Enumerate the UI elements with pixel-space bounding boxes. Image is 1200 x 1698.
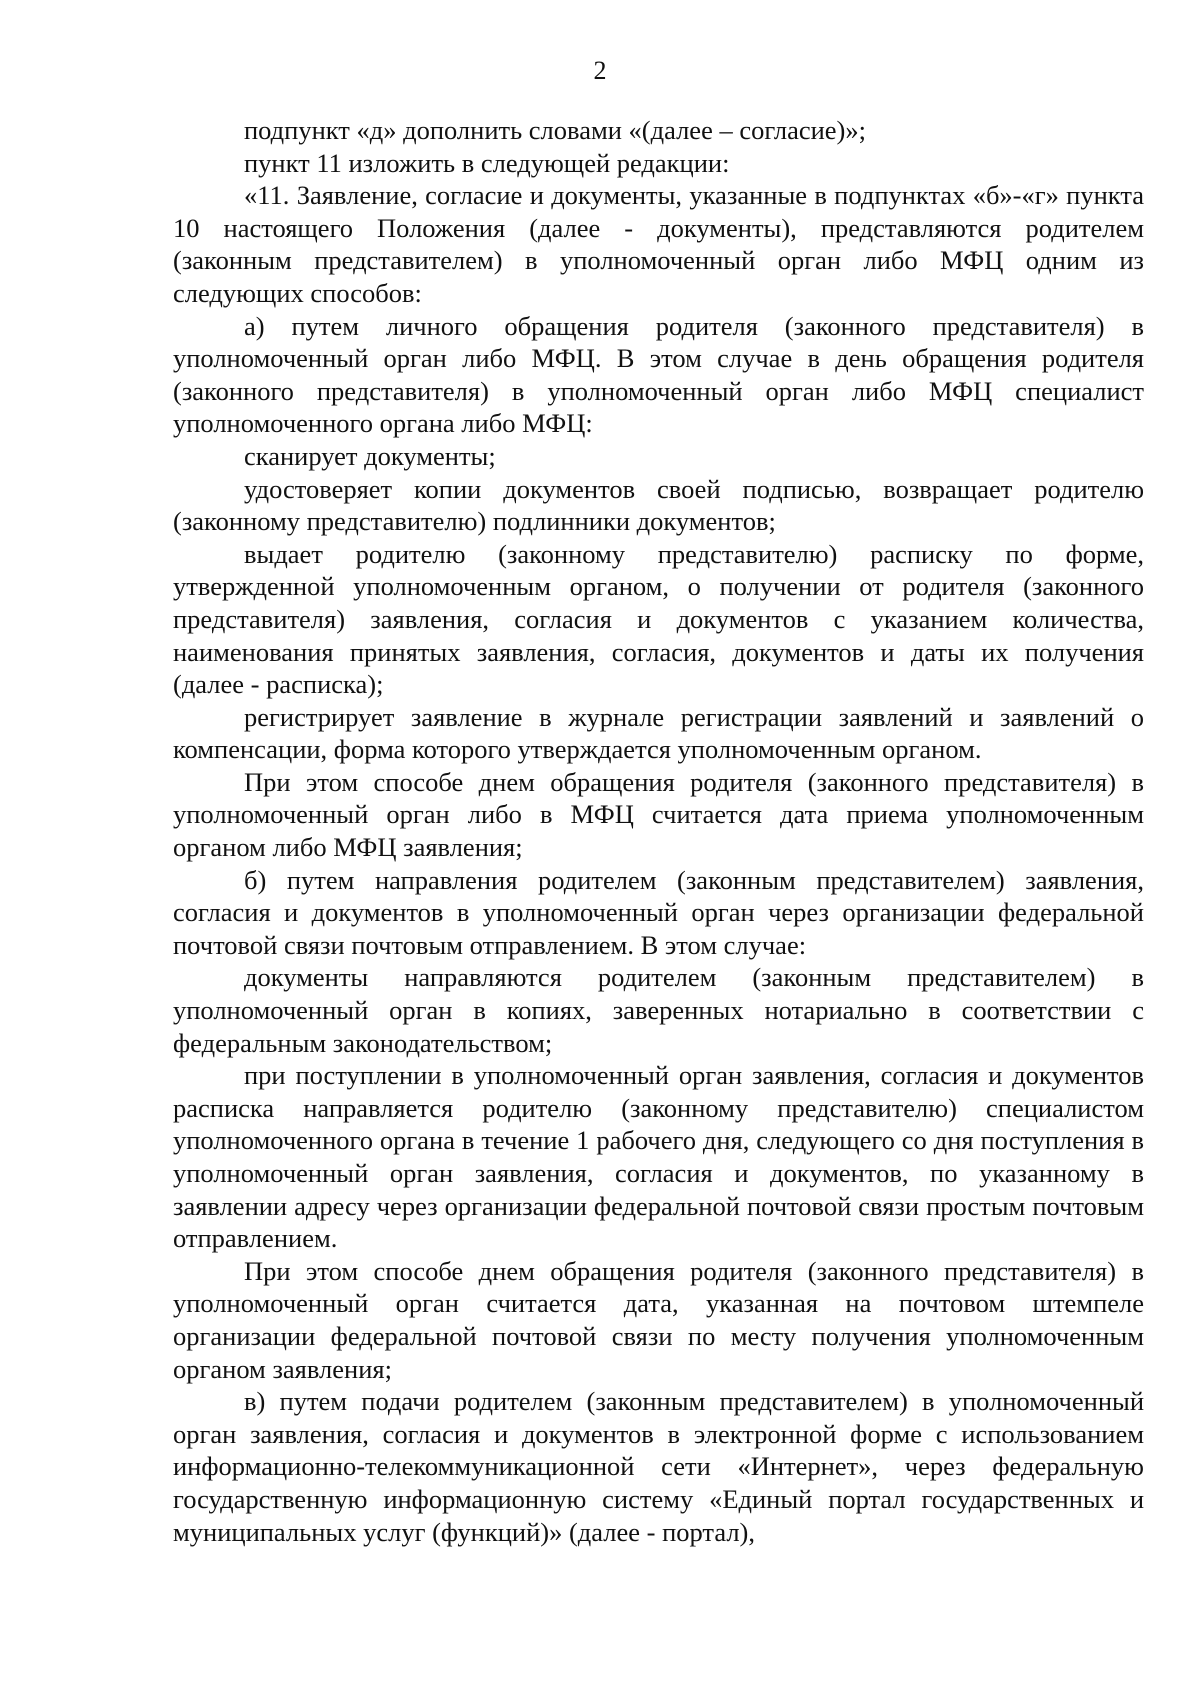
paragraph: подпункт «д» дополнить словами «(далее – согласие)»; — [244, 115, 866, 145]
document-body — [173, 114, 1144, 1548]
paragraph: При этом способе днем обращения родителя (законного представителя) в уполномоченный орган считается дата, указанная на почтовом штемпеле организации федеральной почтовой связи по месту получения уполномоченным органом заявления; — [173, 1255, 1144, 1384]
paragraph: регистрирует заявление в журнале регистрации заявлений и заявлений о компенсации, форма которого утверждается уполномоченным органом. — [173, 701, 1144, 765]
paragraph: б) путем направления родителем (законным представителем) заявления, согласия и документов в уполномоченный орган через организации федеральной почтовой связи почтовым отправлением. В этом случае: — [173, 864, 1144, 960]
paragraph: а) путем личного обращения родителя (законного представителя) в уполномоченный орган либо МФЦ. В этом случае в день обращения родителя (законного представителя) в уполномоченный орган либо МФЦ специалист уполномоченного органа либо МФЦ: — [173, 310, 1144, 439]
paragraph: удостоверяет копии документов своей подписью, возвращает родителю (законному представителю) подлинники документов; — [173, 473, 1144, 537]
paragraph: «11. Заявление, согласие и документы, указанные в подпунктах «б»-«г» пункта 10 настоящего Положения (далее - документы), представляются родителем (законным представителем) в уполномоченный орган либо МФЦ одним из следующих способов: — [173, 180, 1144, 308]
paragraph: выдает родителю (законному представителю) расписку по форме, утвержденной уполномоченным органом, о получении от родителя (законного представителя) заявления, согласия и документов с указанием количества, наименования принятых заявления, согласия, документов и даты их получения (далее - расписка); — [173, 538, 1144, 700]
page-number: 2 — [593, 56, 607, 85]
paragraph: сканирует документы; — [244, 440, 496, 471]
paragraph: документы направляются родителем (законным представителем) в уполномоченный орган в копиях, заверенных нотариально в соответствии с федеральным законодательством; — [173, 962, 1144, 1058]
paragraph: при поступлении в уполномоченный орган заявления, согласия и документов расписка направляется родителю (законному представителю) специалистом уполномоченного органа в течение 1 рабочего дня, следующего со дня поступления в уполномоченный орган заявления, согласия и документов, по указанному в заявлении адресу через организации федеральной почтовой связи простым почтовым отправлением. — [173, 1060, 1144, 1254]
paragraph: При этом способе днем обращения родителя (законного представителя) в уполномоченный орган либо в МФЦ считается дата приема уполномоченным органом либо МФЦ заявления; — [173, 766, 1144, 863]
paragraph: в) путем подачи родителем (законным представителем) в уполномоченный орган заявления, согласия и документов в электронной форме с использованием информационно-телекоммуникационной сети «Интернет», через федеральную государственную информационную систему «Единый портал государственных и муниципальных услуг (функций)» (далее - портал), — [173, 1386, 1144, 1547]
paragraph: пункт 11 изложить в следующей редакции: — [244, 147, 730, 178]
